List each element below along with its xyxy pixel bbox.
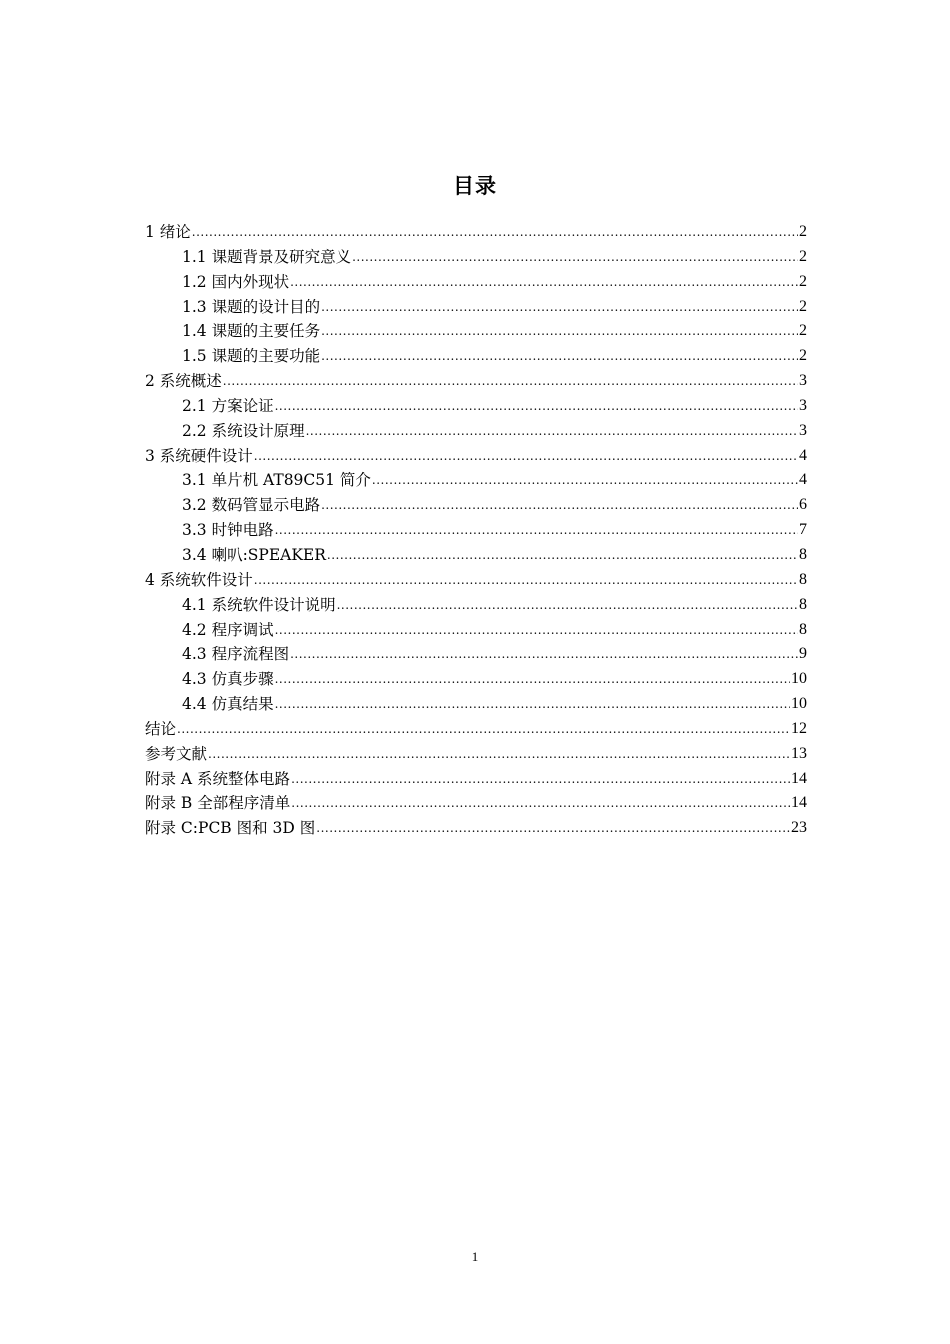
toc-entry[interactable]	[145, 319, 807, 344]
toc-entry-page: 2	[799, 272, 807, 290]
toc-entry[interactable]	[145, 593, 807, 618]
toc-entry[interactable]	[145, 245, 807, 270]
toc-dot-leader	[321, 344, 798, 369]
toc-entry-page: 3	[799, 396, 807, 414]
toc-entry-page: 9	[799, 645, 807, 663]
toc-dot-leader	[321, 295, 798, 320]
toc-entry-label: 4.2 程序调试	[182, 620, 274, 639]
toc-entry-page: 8	[799, 570, 807, 588]
toc-entry-page: 2	[799, 223, 807, 240]
toc-entry[interactable]	[145, 816, 807, 841]
toc-entry-page: 4	[799, 446, 807, 464]
toc-entry-page: 14	[791, 794, 807, 812]
toc-dot-leader	[321, 319, 798, 344]
toc-entry-page: 2	[799, 322, 807, 340]
toc-entry[interactable]	[145, 742, 807, 767]
toc-entry-page: 13	[791, 744, 807, 762]
toc-entry[interactable]	[145, 618, 807, 643]
toc-entry[interactable]	[145, 270, 807, 295]
page-number: 1	[471, 1249, 479, 1264]
toc-dot-leader	[352, 245, 798, 270]
toc-dot-leader	[290, 642, 798, 667]
toc-entry[interactable]	[145, 518, 807, 543]
toc-entry-label: 2.1 方案论证	[182, 396, 274, 415]
toc-dot-leader	[275, 618, 798, 643]
toc-dot-leader	[275, 692, 790, 717]
toc-entry-label: 3.2 数码管显示电路	[182, 496, 321, 515]
toc-entry-page: 12	[791, 719, 807, 737]
toc-entry-label: 4 系统软件设计	[145, 570, 253, 589]
toc-dot-leader	[372, 468, 798, 493]
toc-title: 目录	[453, 174, 497, 198]
toc-entry[interactable]	[145, 468, 807, 493]
toc-dot-leader	[291, 767, 790, 792]
toc-entry[interactable]	[145, 692, 807, 717]
toc-entry[interactable]	[145, 667, 807, 692]
toc-entry-label: 1.3 课题的设计目的	[182, 297, 321, 316]
toc-dot-leader	[306, 419, 798, 444]
toc-dot-leader	[254, 568, 798, 593]
toc-entry[interactable]	[145, 394, 807, 419]
toc-entry-label: 4.3 仿真步骤	[182, 670, 274, 689]
toc-entry[interactable]	[145, 642, 807, 667]
toc-entry[interactable]	[145, 369, 807, 394]
toc-entry-label: 1.4 课题的主要任务	[182, 322, 321, 341]
toc-entry[interactable]	[145, 419, 807, 444]
toc-dot-leader	[291, 791, 790, 816]
toc-dot-leader	[275, 667, 790, 692]
toc-entry[interactable]	[145, 493, 807, 518]
toc-entry-label: 1.2 国内外现状	[182, 272, 290, 291]
toc-entry[interactable]	[145, 717, 807, 742]
toc-entry-label: 3.4 喇叭:SPEAKER	[182, 545, 326, 564]
toc-entry-label: 附录 C:PCB 图和 3D 图	[145, 819, 316, 838]
toc-entry[interactable]	[145, 444, 807, 469]
toc-entry[interactable]	[145, 791, 807, 816]
toc-entry-label: 3 系统硬件设计	[145, 446, 253, 465]
toc-dot-leader	[254, 444, 798, 469]
toc-entry-page: 2	[799, 347, 807, 365]
toc-entry[interactable]	[145, 543, 807, 568]
toc-dot-leader	[192, 220, 798, 245]
toc-entry-page: 2	[799, 247, 807, 265]
toc-entry-page: 4	[799, 471, 807, 489]
toc-entry-label: 3.3 时钟电路	[182, 521, 274, 540]
toc-entry-page: 8	[799, 595, 807, 613]
toc-dot-leader	[316, 816, 790, 841]
toc-dot-leader	[321, 493, 798, 518]
toc-entry-label: 附录 B 全部程序清单	[145, 794, 291, 813]
toc-entry-label: 4.4 仿真结果	[182, 695, 274, 714]
toc-dot-leader	[275, 518, 798, 543]
toc-entry-page: 8	[799, 620, 807, 638]
toc-entry[interactable]	[145, 568, 807, 593]
toc-entry-label: 3.1 单片机 AT89C51 简介	[182, 471, 371, 490]
toc-entry-label: 1.5 课题的主要功能	[182, 347, 321, 366]
toc-entry-label: 2 系统概述	[145, 372, 222, 391]
toc-entry-page: 10	[791, 695, 807, 713]
toc-entry-page: 23	[791, 819, 807, 837]
toc-dot-leader	[337, 593, 798, 618]
toc-dot-leader	[290, 270, 798, 295]
toc-dot-leader	[275, 394, 798, 419]
toc-entry-label: 4.3 程序流程图	[182, 645, 290, 664]
toc-entry[interactable]	[145, 220, 807, 245]
toc-entry-page: 3	[799, 421, 807, 439]
toc-entry-label: 1.1 课题背景及研究意义	[182, 247, 352, 266]
toc-entry-page: 8	[799, 545, 807, 563]
table-of-contents	[145, 220, 807, 841]
toc-dot-leader	[223, 369, 798, 394]
toc-dot-leader	[327, 543, 798, 568]
toc-entry-label: 2.2 系统设计原理	[182, 421, 305, 440]
toc-entry-page: 2	[799, 297, 807, 315]
toc-entry[interactable]	[145, 344, 807, 369]
toc-entry-label: 附录 A 系统整体电路	[145, 769, 291, 788]
toc-entry[interactable]	[145, 767, 807, 792]
toc-dot-leader	[177, 717, 790, 742]
toc-entry[interactable]	[145, 295, 807, 320]
toc-dot-leader	[208, 742, 790, 767]
toc-entry-label: 结论	[145, 719, 177, 738]
toc-entry-label: 4.1 系统软件设计说明	[182, 595, 336, 614]
toc-entry-label: 1 绪论	[145, 223, 191, 241]
toc-entry-page: 10	[791, 670, 807, 688]
toc-entry-page: 3	[799, 372, 807, 390]
toc-entry-page: 7	[799, 521, 807, 539]
toc-entry-label: 参考文献	[145, 744, 208, 763]
toc-entry-page: 14	[791, 769, 807, 787]
toc-entry-page: 6	[799, 496, 807, 514]
